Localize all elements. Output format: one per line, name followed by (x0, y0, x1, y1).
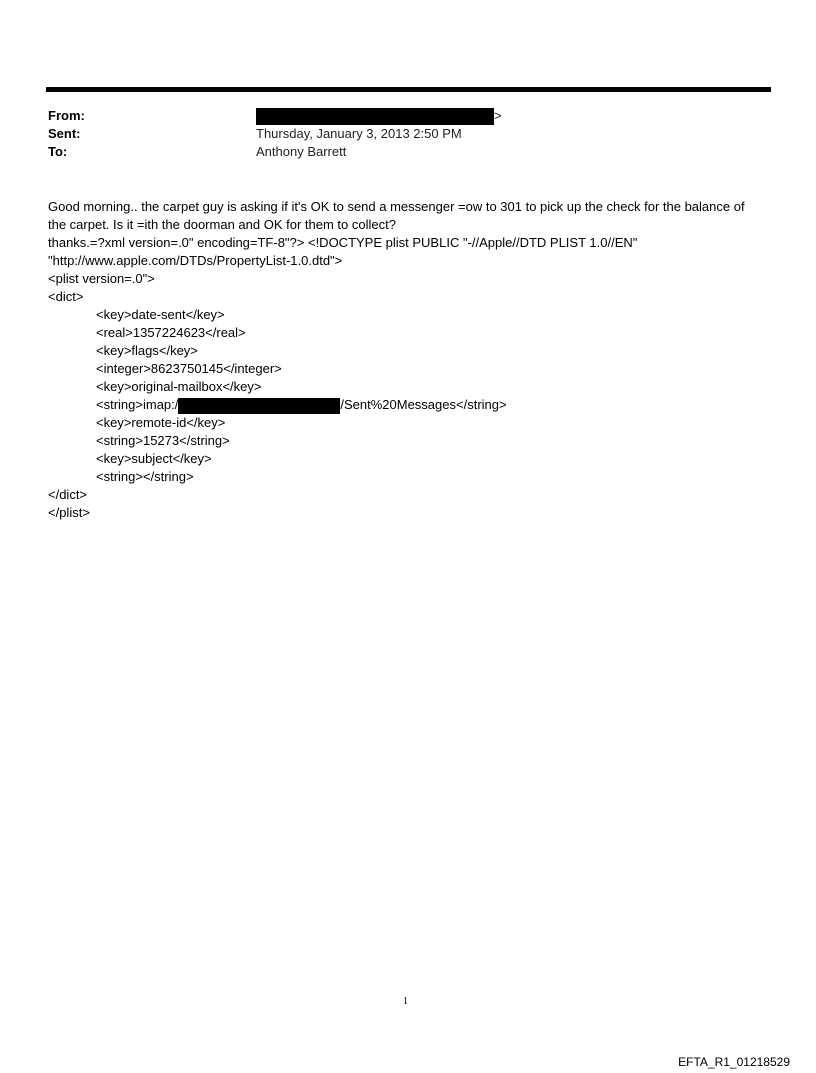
body-line: <plist version=.0"> (48, 271, 155, 286)
to-value: Anthony Barrett (256, 144, 347, 159)
body-line-imap (48, 396, 778, 414)
body-line: <key>subject</key> (96, 451, 212, 466)
body-line: <dict> (48, 289, 84, 304)
redaction-box (256, 108, 494, 125)
body-line: <real>1357224623</real> (96, 325, 246, 340)
body-line: </dict> (48, 487, 88, 502)
from-suffix: > (494, 108, 502, 123)
from-value (256, 107, 502, 125)
to-label: To: (48, 144, 68, 159)
header-rule (46, 87, 771, 92)
body-line: "http://www.apple.com/DTDs/PropertyList-1.0.dtd"> (48, 253, 343, 268)
redaction-box (178, 398, 340, 414)
email-body (48, 198, 778, 522)
imap-prefix: <string>imap:/ (96, 397, 179, 412)
body-line: <key>flags</key> (96, 343, 198, 358)
page-number: 1 (403, 996, 408, 1007)
body-line: <string>15273</string> (96, 433, 230, 448)
body-line: <string></string> (96, 469, 194, 484)
body-line: <integer>8623750145</integer> (96, 361, 282, 376)
body-line: <key>date-sent</key> (96, 307, 225, 322)
body-line: thanks.=?xml version=.0" encoding=TF-8"?> <!DOCTYPE plist PUBLIC "-//Apple//DTD PLIST 1.0//EN" (48, 235, 638, 250)
body-line: <key>original-mailbox</key> (96, 379, 262, 394)
body-line: </plist> (48, 505, 90, 520)
body-line: the carpet. Is it =ith the doorman and OK for them to collect? (48, 217, 396, 232)
imap-suffix: /Sent%20Messages</string> (340, 397, 507, 412)
sent-value: Thursday, January 3, 2013 2:50 PM (256, 126, 462, 141)
sent-label: Sent: (48, 126, 81, 141)
from-label: From: (48, 108, 85, 123)
body-line: <key>remote-id</key> (96, 415, 226, 430)
document-id: EFTA_R1_01218529 (678, 1055, 790, 1069)
body-line: Good morning.. the carpet guy is asking if it's OK to send a messenger =ow to 301 to pick up the check for the balance of (48, 199, 745, 214)
